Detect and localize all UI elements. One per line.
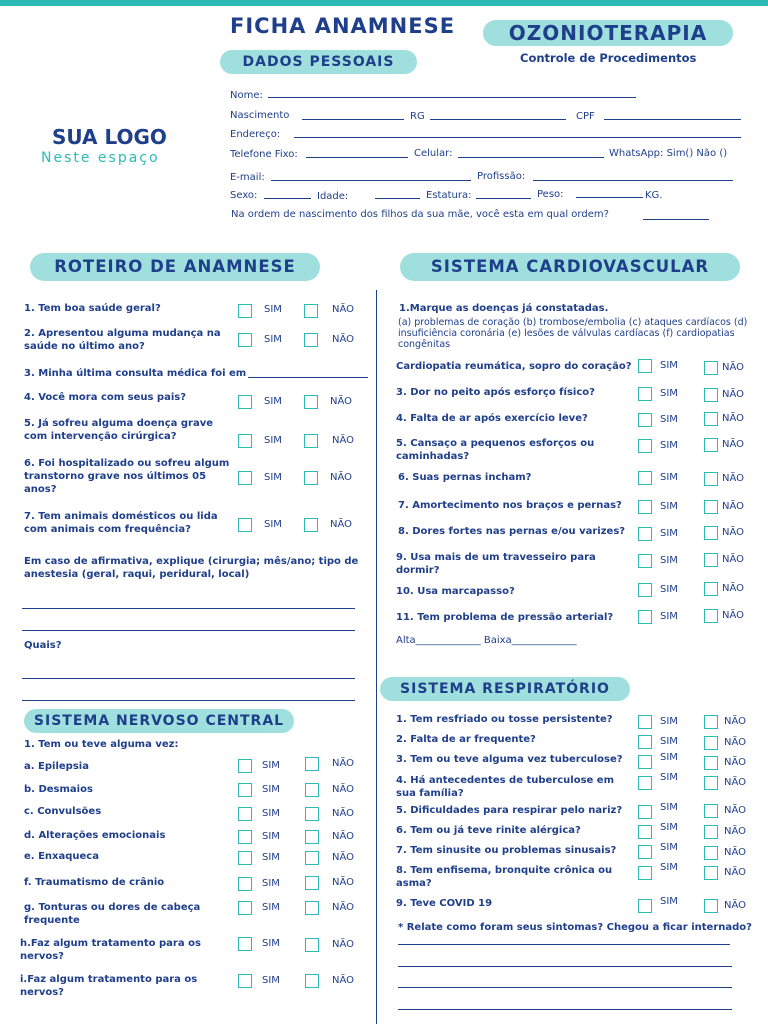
resp-q1-sim-checkbox[interactable] [638,715,652,729]
nervoso-f-sim-label: SIM [262,878,280,889]
cardio-q11-sim-label: SIM [660,611,678,622]
label-celular: Celular: [414,148,453,159]
cardio-q2-sim-checkbox[interactable] [638,359,652,373]
label-sexo: Sexo: [230,190,258,201]
field-celular[interactable] [458,157,604,158]
resp-q4-nao-label: NÃO [724,777,747,788]
field-peso[interactable] [576,197,643,198]
nervoso-a-sim-label: SIM [262,760,280,771]
nervoso-f-sim-checkbox[interactable] [238,877,252,891]
cardio-q2-nao-checkbox[interactable] [704,361,718,375]
nervoso-g-nao-label: NÃO [332,902,355,913]
resp-q6-sim-label: SIM [660,822,678,833]
pressao-alta-baixa[interactable]: Alta_____________ Baixa_____________ [396,635,577,646]
nervoso-h-sim-label: SIM [262,938,280,949]
cardio-q5-sim-checkbox[interactable] [638,439,652,453]
cardio-q8-nao-checkbox[interactable] [704,526,718,540]
resp-q8-sim-label: SIM [660,862,678,873]
cardio-q11-sim-checkbox[interactable] [638,610,652,624]
cardio-q6-sim-label: SIM [660,472,678,483]
resp-q6-nao-label: NÃO [724,826,747,837]
resp-q3-nao-label: NÃO [724,757,747,768]
resp-q7-nao-checkbox[interactable] [704,846,718,860]
cardio-q2-nao-label: NÃO [722,362,745,373]
top-accent-bar [0,0,768,6]
relate-line-4[interactable] [398,1009,732,1010]
cardio-q11-nao-checkbox[interactable] [704,609,718,623]
roteiro-q5-nao-label: NÃO [332,435,355,446]
label-nascimento: Nascimento [230,110,290,121]
roteiro-explique: Em caso de afirmativa, explique (cirurgia; mês/ano; tipo de anestesia (geral, raqui, peridural, local) [24,556,359,580]
resp-q3-nao-checkbox[interactable] [704,756,718,770]
roteiro-q2-nao-label: NÃO [332,334,355,345]
roteiro-q2-sim-checkbox[interactable] [238,333,252,347]
resp-q7-sim-label: SIM [660,842,678,853]
nervoso-e-sim-label: SIM [262,852,280,863]
cardio-q7-nao-label: NÃO [722,501,745,512]
label-estatura: Estatura: [426,190,472,201]
explique-line-1[interactable] [22,608,355,609]
nervoso-f-nao-label: NÃO [332,877,355,888]
resp-q4-nao-checkbox[interactable] [704,776,718,790]
cardio-q10-sim-checkbox[interactable] [638,583,652,597]
cardio-q5-nao-checkbox[interactable] [704,438,718,452]
label-kg: KG. [645,190,663,201]
resp-q9-sim-label: SIM [660,896,678,907]
resp-q5-nao-label: NÃO [724,805,747,816]
section-respiratorio: SISTEMA RESPIRATÓRIO [380,677,630,701]
column-divider [376,290,377,1024]
roteiro-q6-sim-checkbox[interactable] [238,471,252,485]
resp-q3: 3. Tem ou teve alguma vez tuberculose? [396,754,623,765]
field-rg[interactable] [430,119,566,120]
cardio-q2: Cardiopatia reumática, sopro do coração? [396,361,632,372]
quais-line-2[interactable] [22,700,355,701]
field-ordem[interactable] [643,219,709,220]
resp-q6: 6. Tem ou já teve rinite alérgica? [396,825,581,836]
cardio-q8-sim-label: SIM [660,528,678,539]
field-telefone[interactable] [306,157,408,158]
nervoso-c-sim-checkbox[interactable] [238,807,252,821]
field-endereco[interactable] [294,137,741,138]
logo-text: SUA LOGO [52,125,167,149]
roteiro-q6-nao-checkbox[interactable] [304,471,318,485]
nervoso-d-nao-label: NÃO [332,831,355,842]
cardio-q9-nao-checkbox[interactable] [704,553,718,567]
roteiro-q7-sim-checkbox[interactable] [238,518,252,532]
resp-q6-sim-checkbox[interactable] [638,825,652,839]
resp-q9: 9. Teve COVID 19 [396,898,493,909]
cardio-q3: 3. Dor no peito após esforço físico? [396,387,595,398]
nervoso-c-nao-checkbox[interactable] [305,807,319,821]
nervoso-b-nao-label: NÃO [332,784,355,795]
nervoso-g-sim-label: SIM [262,902,280,913]
cardio-q6-nao-label: NÃO [722,473,745,484]
nervoso-e: e. Enxaqueca [24,851,99,862]
resp-q6-nao-checkbox[interactable] [704,825,718,839]
resp-q5-nao-checkbox[interactable] [704,804,718,818]
roteiro-q4-sim-label: SIM [264,396,282,407]
nervoso-h: h.Faz algum tratamento para os nervos? [20,938,201,962]
cardio-q7-sim-label: SIM [660,501,678,512]
roteiro-q3-field[interactable] [248,377,368,378]
nervoso-e-nao-label: NÃO [332,852,355,863]
cardio-q7: 7. Amortecimento nos braços e pernas? [398,500,622,511]
cardio-q4-nao-checkbox[interactable] [704,412,718,426]
relate-line-2[interactable] [398,966,732,967]
resp-q4-sim-label: SIM [660,772,678,783]
roteiro-q1: 1. Tem boa saúde geral? [24,303,161,314]
cardio-q1: 1.Marque as doenças já constatadas. [399,303,609,314]
label-endereco: Endereço: [230,129,281,140]
nervoso-d-nao-checkbox[interactable] [305,830,319,844]
nervoso-a-sim-checkbox[interactable] [238,759,252,773]
cardio-q4-sim-label: SIM [660,414,678,425]
cardio-q10: 10. Usa marcapasso? [396,586,515,597]
subtitle: Controle de Procedimentos [520,51,697,65]
cardio-q9-sim-label: SIM [660,555,678,566]
roteiro-q1-sim-checkbox[interactable] [238,304,252,318]
cardio-q9: 9. Usa mais de um travesseiro para dormir? [396,552,596,576]
cardio-q4-nao-label: NÃO [722,413,745,424]
cardio-q6-nao-checkbox[interactable] [704,472,718,486]
cardio-q7-nao-checkbox[interactable] [704,500,718,514]
cardio-q11: 11. Tem problema de pressão arterial? [396,612,614,623]
nervoso-i-sim-checkbox[interactable] [238,974,252,988]
roteiro-q7: 7. Tem animais domésticos ou lida com animais com frequência? [24,511,218,535]
field-idade[interactable] [375,198,420,199]
nervoso-h-nao-label: NÃO [332,939,355,950]
label-cpf: CPF [576,111,595,122]
resp-q8-nao-checkbox[interactable] [704,866,718,880]
form-title: FICHA ANAMNESE [230,14,456,38]
cardio-q10-sim-label: SIM [660,584,678,595]
nervoso-g-nao-checkbox[interactable] [305,901,319,915]
nervoso-b-sim-checkbox[interactable] [238,783,252,797]
roteiro-q2-nao-checkbox[interactable] [304,333,318,347]
resp-q8: 8. Tem enfisema, bronquite crônica ou asma? [396,865,613,889]
roteiro-q7-nao-label: NÃO [330,519,353,530]
nervoso-c-sim-label: SIM [262,808,280,819]
logo-subtext: Neste espaço [41,150,160,166]
field-nome[interactable] [268,97,636,98]
resp-q1-nao-label: NÃO [724,716,747,727]
cardio-q5-nao-label: NÃO [722,439,745,450]
cardio-q10-nao-label: NÃO [722,583,745,594]
roteiro-q1-sim-label: SIM [264,304,282,315]
resp-q5: 5. Dificuldades para respirar pelo nariz? [396,805,623,816]
field-email[interactable] [271,180,471,181]
field-sexo[interactable] [264,198,311,199]
cardio-q4-sim-checkbox[interactable] [638,413,652,427]
resp-q7-nao-label: NÃO [724,847,747,858]
label-email: E-mail: [230,172,265,183]
nervoso-b-sim-label: SIM [262,784,280,795]
cardio-q5: 5. Cansaço a pequenos esforços ou caminhadas? [396,438,595,462]
resp-q3-sim-label: SIM [660,752,678,763]
field-estatura[interactable] [476,198,531,199]
roteiro-q4-sim-checkbox[interactable] [238,395,252,409]
nervoso-e-nao-checkbox[interactable] [305,851,319,865]
roteiro-quais: Quais? [24,640,62,651]
resp-q1-nao-checkbox[interactable] [704,715,718,729]
nervoso-i-nao-checkbox[interactable] [305,974,319,988]
field-profissao[interactable] [533,180,733,181]
brand-pill: OZONIOTERAPIA [483,20,733,46]
relate-line-1[interactable] [398,944,730,945]
roteiro-q6-sim-label: SIM [264,472,282,483]
section-roteiro: ROTEIRO DE ANAMNESE [30,253,320,281]
nervoso-e-sim-checkbox[interactable] [238,851,252,865]
cardio-q2-sim-label: SIM [660,360,678,371]
resp-q1-sim-label: SIM [660,716,678,727]
explique-line-2[interactable] [22,630,355,631]
resp-q2-sim-label: SIM [660,736,678,747]
resp-q8-sim-checkbox[interactable] [638,866,652,880]
roteiro-q4-nao-label: NÃO [330,396,353,407]
cardio-q4: 4. Falta de ar após exercício leve? [396,413,588,424]
resp-q4-sim-checkbox[interactable] [638,776,652,790]
roteiro-q5: 5. Já sofreu alguma doença grave com intervenção cirúrgica? [24,418,214,442]
cardio-q11-nao-label: NÃO [722,610,745,621]
nervoso-f: f. Traumatismo de crânio [24,877,165,888]
roteiro-q7-sim-label: SIM [264,519,282,530]
roteiro-q5-sim-checkbox[interactable] [238,434,252,448]
nervoso-i-nao-label: NÃO [332,975,355,986]
nervoso-b: b. Desmaios [24,784,93,795]
label-rg: RG [410,111,425,122]
cardio-q6: 6. Suas pernas incham? [398,472,532,483]
resp-q9-nao-label: NÃO [724,900,747,911]
label-whatsapp[interactable]: WhatsApp: Sim() Não () [609,148,728,159]
resp-q5-sim-label: SIM [660,802,678,813]
field-nascimento[interactable] [302,119,404,120]
nervoso-b-nao-checkbox[interactable] [305,783,319,797]
cardio-q8-nao-label: NÃO [722,527,745,538]
nervoso-d-sim-checkbox[interactable] [238,830,252,844]
quais-line-1[interactable] [22,678,355,679]
cardio-q3-nao-checkbox[interactable] [704,388,718,402]
roteiro-q1-nao-label: NÃO [332,304,355,315]
label-telefone: Telefone Fixo: [230,149,298,160]
resp-relate: * Relate como foram seus sintomas? Chegou a ficar internado? [398,922,752,933]
nervoso-c-nao-label: NÃO [332,808,355,819]
cardio-q9-sim-checkbox[interactable] [638,554,652,568]
nervoso-g: g. Tonturas ou dores de cabeça frequente [24,902,201,926]
nervoso-f-nao-checkbox[interactable] [305,876,319,890]
cardio-q8-sim-checkbox[interactable] [638,527,652,541]
label-nome: Nome: [230,90,263,101]
cardio-q5-sim-label: SIM [660,440,678,451]
cardio-q3-nao-label: NÃO [722,389,745,400]
roteiro-q7-nao-checkbox[interactable] [304,518,318,532]
nervoso-d: d. Alterações emocionais [24,830,166,841]
cardio-q3-sim-checkbox[interactable] [638,387,652,401]
nervoso-c: c. Convulsões [24,806,102,817]
nervoso-a-nao-checkbox[interactable] [305,757,319,771]
label-peso: Peso: [537,189,564,200]
resp-q2: 2. Falta de ar frequente? [396,734,536,745]
label-ordem: Na ordem de nascimento dos filhos da sua mãe, você esta em qual ordem? [231,209,609,220]
label-profissao: Profissão: [477,171,526,182]
nervoso-g-sim-checkbox[interactable] [238,901,252,915]
cardio-q6-sim-checkbox[interactable] [638,471,652,485]
resp-q4: 4. Há antecedentes de tuberculose em sua família? [396,775,614,799]
resp-q2-nao-checkbox[interactable] [704,736,718,750]
resp-q9-nao-checkbox[interactable] [704,899,718,913]
dados-pessoais-pill: DADOS PESSOAIS [220,50,417,74]
cardio-q8: 8. Dores fortes nas pernas e/ou varizes? [398,526,626,537]
roteiro-q3: 3. Minha última consulta médica foi em [24,368,247,379]
resp-q5-sim-checkbox[interactable] [638,805,652,819]
roteiro-q4: 4. Você mora com seus pais? [24,392,187,403]
roteiro-q5-sim-label: SIM [264,435,282,446]
nervoso-h-sim-checkbox[interactable] [238,937,252,951]
nervoso-i-sim-label: SIM [262,975,280,986]
roteiro-q6: 6. Foi hospitalizado ou sofreu algum transtorno grave nos últimos 05 anos? [24,458,230,495]
roteiro-q5-nao-checkbox[interactable] [304,434,318,448]
section-cardio: SISTEMA CARDIOVASCULAR [400,253,740,281]
label-idade: Idade: [317,191,349,202]
nervoso-intro: 1. Tem ou teve alguma vez: [24,739,179,750]
nervoso-a-nao-label: NÃO [332,758,355,769]
cardio-q1-note: (a) problemas de coração (b) trombose/embolia (c) ataques cardíacos (d) insuficiência coronária (e) lesões de válvulas cardíacas (f) cardiopatias congênitas [398,317,748,350]
field-cpf[interactable] [604,119,741,120]
roteiro-q1-nao-checkbox[interactable] [304,304,318,318]
cardio-q7-sim-checkbox[interactable] [638,500,652,514]
resp-q7: 7. Tem sinusite ou problemas sinusais? [396,845,617,856]
resp-q9-sim-checkbox[interactable] [638,899,652,913]
roteiro-q2: 2. Apresentou alguma mudança na saúde no último ano? [24,328,221,352]
resp-q8-nao-label: NÃO [724,867,747,878]
resp-q2-nao-label: NÃO [724,737,747,748]
cardio-q10-nao-checkbox[interactable] [704,582,718,596]
roteiro-q4-nao-checkbox[interactable] [304,395,318,409]
cardio-q3-sim-label: SIM [660,388,678,399]
resp-q3-sim-checkbox[interactable] [638,755,652,769]
resp-q7-sim-checkbox[interactable] [638,845,652,859]
resp-q2-sim-checkbox[interactable] [638,735,652,749]
cardio-q9-nao-label: NÃO [722,554,745,565]
nervoso-d-sim-label: SIM [262,831,280,842]
nervoso-i: i.Faz algum tratamento para os nervos? [20,974,198,998]
resp-q1: 1. Tem resfriado ou tosse persistente? [396,714,613,725]
nervoso-a: a. Epilepsia [24,761,89,772]
nervoso-h-nao-checkbox[interactable] [305,938,319,952]
roteiro-q6-nao-label: NÃO [330,472,353,483]
section-nervoso: SISTEMA NERVOSO CENTRAL [24,709,294,733]
roteiro-q2-sim-label: SIM [264,334,282,345]
relate-line-3[interactable] [398,987,732,988]
